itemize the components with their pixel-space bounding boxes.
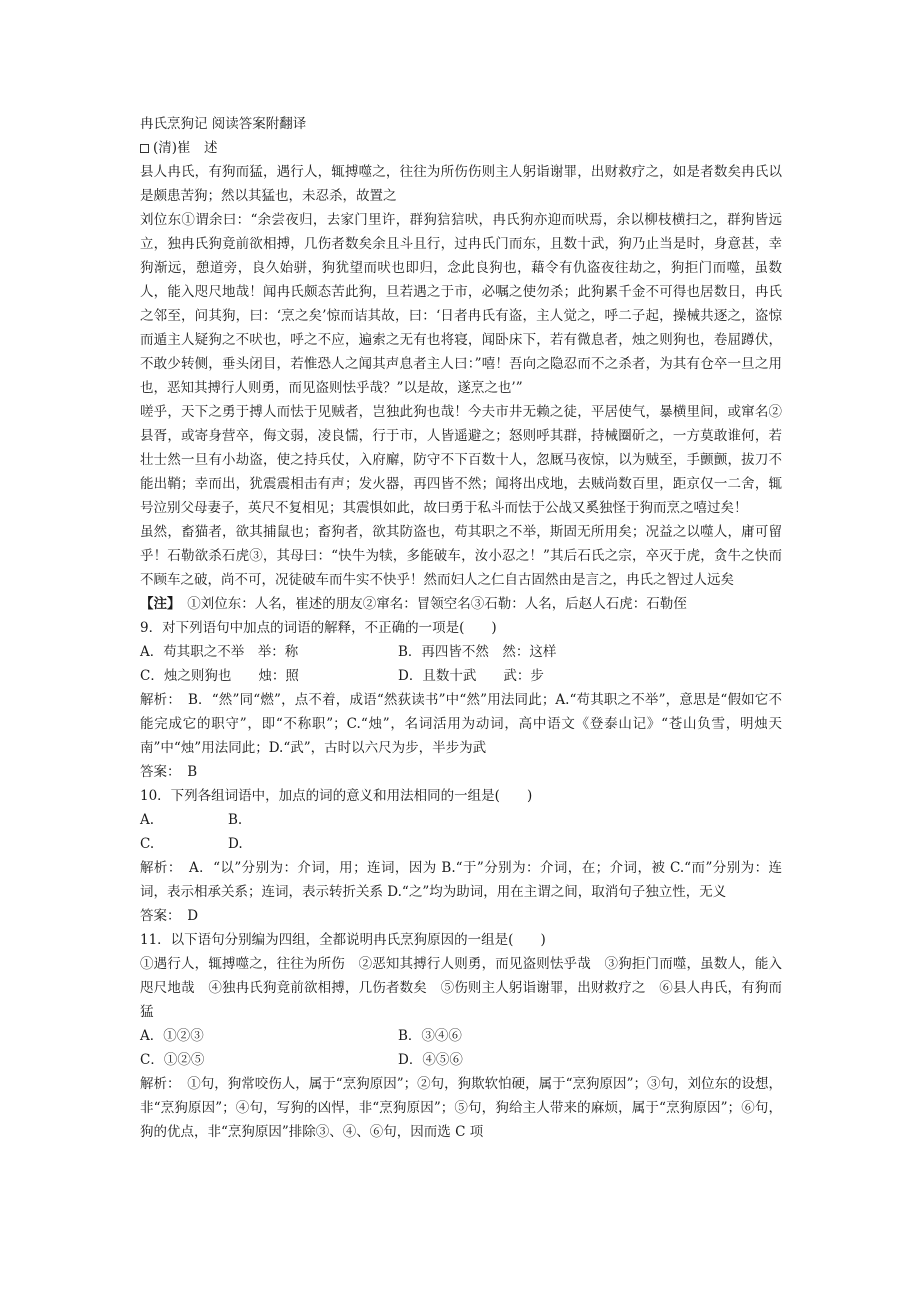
document-title: 冉氏烹狗记 阅读答案附翻译 [140, 116, 307, 132]
q11-stem: 11．以下语句分别编为四组，全都说明冉氏烹狗原因的一组是( ) [140, 932, 546, 948]
q9-option-d: D．且数十武 武：步 [398, 668, 544, 684]
annotation [140, 592, 782, 616]
q9-option-b: B．再四皆不然 然：这样 [398, 644, 557, 660]
annotation-text: ①刘位东：人名，崔述的朋友②窜名：冒领空名③石勒：人名，后赵人石虎：石勒侄 [173, 596, 687, 612]
q11-option-a: A．①②③ [140, 1028, 204, 1044]
q11-option-b: B．③④⑥ [398, 1028, 462, 1044]
checkbox-icon [140, 144, 149, 153]
q9-option-a: A．苟其职之不举 举：称 [140, 644, 299, 660]
q9-option-c: C．烛之则狗也 烛：照 [140, 668, 299, 684]
paragraph-4: 虽然，畜猫者，欲其捕鼠也；畜狗者，欲其防盗也，苟其职之不举，斯固无所用矣；况益之以噬人，庸可留乎！石勒欲杀石虎③，其母曰：“快牛为犊，多能破车，汝小忍之！”其后石氏之宗，卒灭于虎，贪牛之快而不顾车之破，尚不可，况徒破车而牛实不快乎！然而妇人之仁自古固然由是言之，冉氏之智过人远矣 [140, 524, 782, 588]
paragraph-3: 嗟乎，天下之勇于搏人而怯于见贼者，岂独此狗也哉！今夫市井无赖之徒，平居使气，暴横里间，或窜名②县胥，或寄身营卒，侮文弱，凌良懦，行于市，人皆遥避之；怒则呼其群，持械圈斫之，一方莫敢谁何，若壮士然一旦有小劫盗，使之持兵仗，入府廨，防守不下百数十人，忽厩马夜惊，以为贼至，手颤颤，拔刀不能出鞘；幸而出，犹震震相击有声；发火器，再四皆不然；闻将出戍地，去贼尚数百里，距京仅一二舍，辄号泣别父母妻子，英尺不复相见；其震惧如此，故曰勇于私斗而怯于公战又奚独怪于狗而烹之嘻过矣！ [140, 404, 782, 516]
q10-option-d: D. [228, 836, 243, 852]
q9-options-row-2 [140, 664, 782, 688]
q11-options-row-1 [140, 1024, 782, 1048]
q10-option-c: C. [140, 836, 155, 852]
q11-option-d: D．④⑤⑥ [398, 1052, 463, 1068]
q9-analysis: 解析： B．“然”同“燃”，点不着，成语“然荻读书”中“然”用法同此；A.“苟其职之不举”，意思是“假如它不能完成它的职守”，即“不称职”；C.“烛”，名词活用为动词，高中语文《登泰山记》“苍山负雪，明烛天南”中“烛”用法同此；D.“武”，古时以六尺为步，半步为武 [140, 692, 782, 756]
q10-analysis: 解析： A．“以”分别为：介词，用；连词，因为 B.“于”分别为：介词，在；介词，被 C.“而”分别为：连词，表示相承关系；连词，表示转折关系 D.“之”均为助词，用在主谓之间，取消句子独立性，无义 [140, 860, 782, 900]
q10-option-b: B. [228, 812, 243, 828]
q9-stem: 9．对下列语句中加点的词语的解释，不正确的一项是( ) [140, 620, 497, 636]
q9-answer: 答案： B [140, 764, 198, 780]
q11-analysis: 解析： ①句，狗常咬伤人，属于“烹狗原因”；②句，狗欺软怕硬，属于“烹狗原因”；③句，刘位东的设想，非“烹狗原因”；④句，写狗的凶悍，非“烹狗原因”；⑤句，狗给主人带来的麻烦，属于“烹狗原因”；⑥句，狗的优点，非“烹狗原因”排除③、④、⑥句，因而选 C 项 [140, 1076, 782, 1140]
paragraph-1: 县人冉氏，有狗而猛，遇行人，辄搏噬之，往往为所伤伤则主人躬诣谢罪，出财救疗之，如是者数矣冉氏以是颇患苦狗；然以其猛也，未忍杀，故置之 [140, 164, 782, 204]
annotation-label: 【注】 [140, 596, 174, 612]
q11-option-c: C．①②⑤ [140, 1052, 205, 1068]
q10-stem: 10．下列各组词语中，加点的词的意义和用法相同的一组是( ) [140, 788, 533, 804]
q10-option-a: A. [140, 812, 155, 828]
q10-answer: 答案： D [140, 908, 199, 924]
paragraph-2: 刘位东①谓余曰：“余尝夜归，去家门里许，群狗狺狺吠，冉氏狗亦迎而吠焉，余以柳枝横扫之，群狗皆远立，独冉氏狗竟前欲相搏，几伤者数矣余且斗且行，过冉氏门而东，且数十武，狗乃止当是时，身意甚，幸狗渐远，憩道旁，良久始骈，狗犹望而吠也即归，念此良狗也，藉令有仇盗夜往劫之，狗拒门而噬，虽数人，能入咫尺地哉！闻冉氏颇态苦此狗，旦若遇之于市，必嘱之使勿杀；此狗累千金不可得也居数日，冉氏之邻至，问其狗，曰：‘烹之矣’惊而诘其故，曰：‘日者冉氏有盗，主人觉之，呼二子起，操械共逐之，盗惊而遁主人疑狗之不吠也，呼之不应，遍索之无有也将寝，闻卧床下，若有微息者，烛之则狗也，卷屈蹲伏，不敢少转侧，垂头闭目，若惟恐人之闻其声息者主人曰：”嘻！吾向之隐忍而不之杀者，为其有仓卒一旦之用也，恶知其搏行人则勇，而见盗则怯乎哉？”以是故，遂烹之也’” [140, 212, 782, 396]
q10-options-row-2 [140, 832, 782, 856]
q11-items: ①遇行人，辄搏噬之，往往为所伤 ②恶知其搏行人则勇，而见盗则怯乎哉 ③狗拒门而噬，虽数人，能入咫尺地哉 ④独冉氏狗竟前欲相搏，几伤者数矣 ⑤伤则主人躬诣谢罪，出财救疗之 ⑥县人冉氏，有狗而猛 [140, 956, 782, 1020]
q9-options-row-1 [140, 640, 782, 664]
q10-options-row-1 [140, 808, 782, 832]
byline [140, 136, 782, 160]
byline-text: (清)崔 述 [153, 140, 218, 156]
document-body [140, 112, 782, 1144]
q11-options-row-2 [140, 1048, 782, 1072]
